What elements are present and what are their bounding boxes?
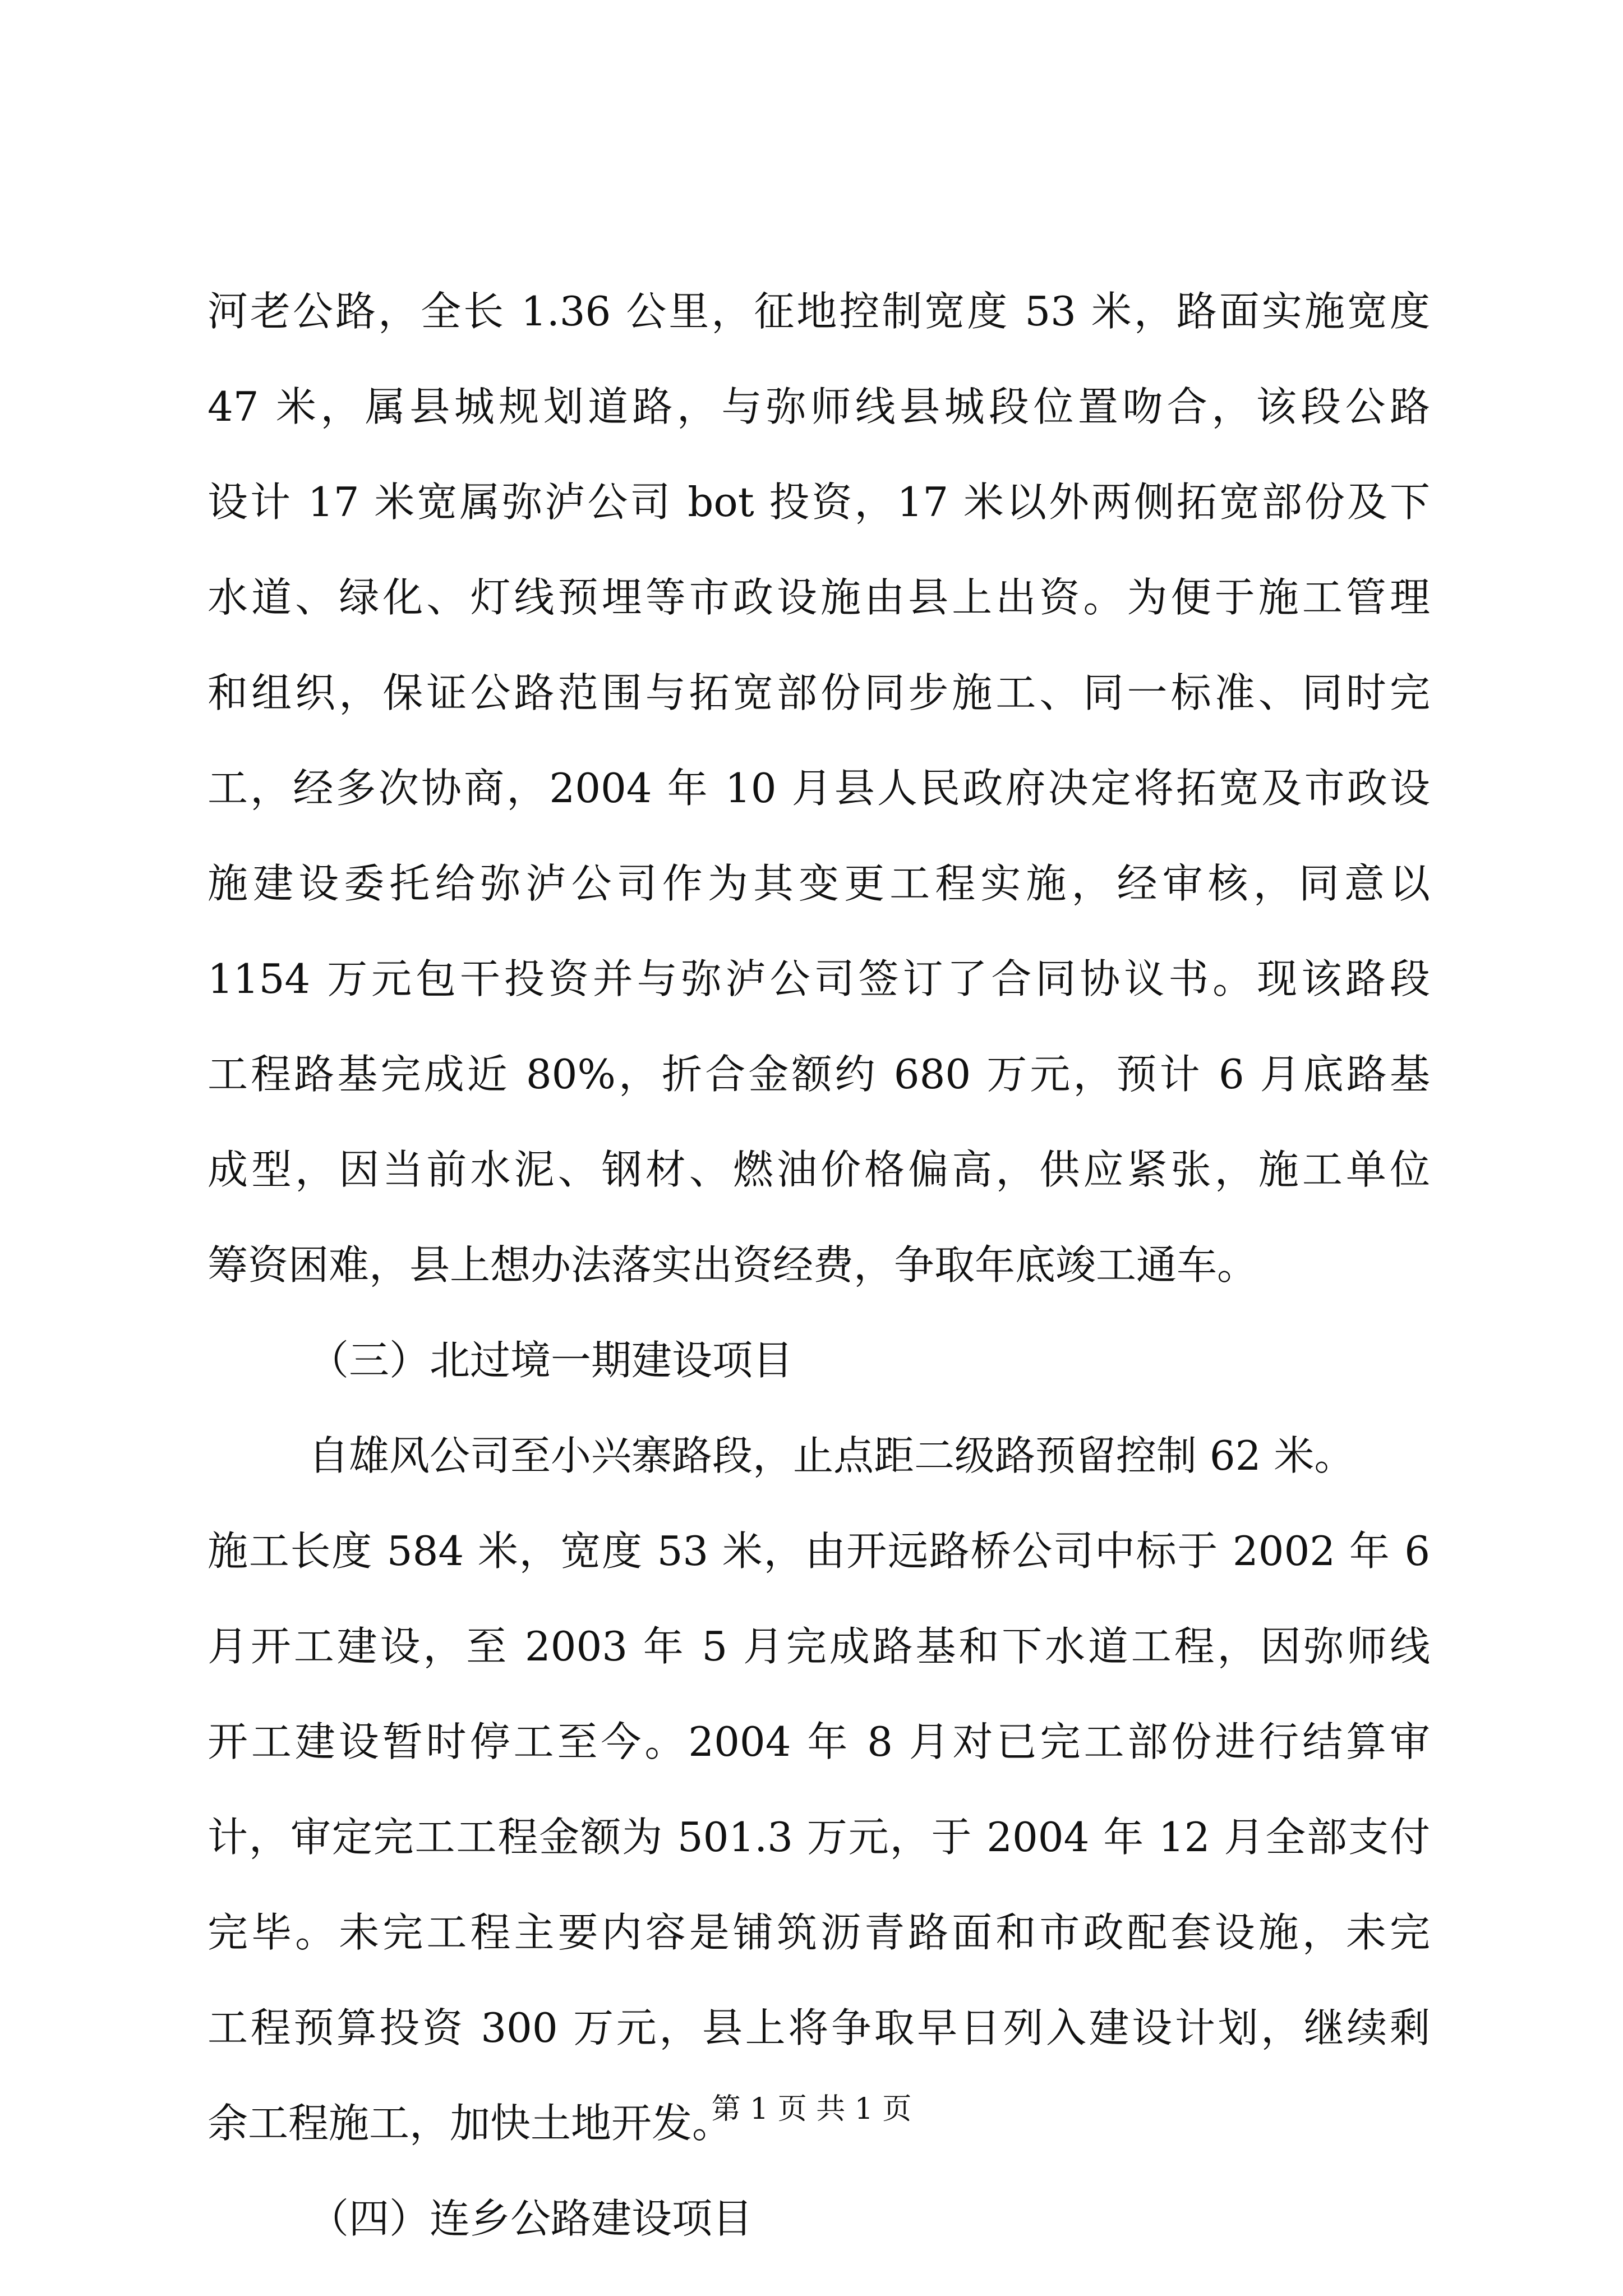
text-line: 47 米，属县城规划道路，与弥师线县城段位置吻合，该段公路 xyxy=(208,383,1430,430)
text-line: 工程路基完成近 80%，折合金额约 680 万元，预计 6 月底路基 xyxy=(208,1051,1430,1098)
text-line: 1154 万元包干投资并与弥泸公司签订了合同协议书。现该路段 xyxy=(208,955,1430,1002)
text-line: 筹资困难，县上想办法落实出资经费，争取年底竣工通车。 xyxy=(208,1241,1258,1289)
text-line: 水道、绿化、灯线预埋等市政设施由县上出资。为便于施工管理 xyxy=(208,574,1430,621)
text-line: 计，审定完工工程金额为 501.3 万元，于 2004 年 12 月全部支付 xyxy=(208,1814,1430,1861)
text-line: 河老公路，全长 1.36 公里，征地控制宽度 53 米，路面实施宽度 xyxy=(208,288,1430,335)
text-line: 开工建设暂时停工至今。2004 年 8 月对已完工部份进行结算审 xyxy=(208,1718,1430,1765)
section-heading: （三）北过境一期建设项目 xyxy=(308,1337,794,1384)
text-line: 和组织，保证公路范围与拓宽部份同步施工、同一标准、同时完 xyxy=(208,669,1430,716)
page-footer: 第 1 页 共 1 页 xyxy=(711,2092,912,2126)
text-line: 施工长度 584 米，宽度 53 米，由开远路桥公司中标于 2002 年 6 xyxy=(208,1527,1430,1575)
text-line: 工程预算投资 300 万元，县上将争取早日列入建设计划，继续剩 xyxy=(208,2004,1430,2051)
text-line: 施建设委托给弥泸公司作为其变更工程实施，经审核，同意以 xyxy=(208,860,1430,907)
text-line: 工，经多次协商，2004 年 10 月县人民政府决定将拓宽及市政设 xyxy=(208,765,1430,812)
text-line: 余工程施工，加快土地开发。 xyxy=(208,2100,733,2147)
section-heading: （四）连乡公路建设项目 xyxy=(308,2195,753,2242)
text-line: 设计 17 米宽属弥泸公司 bot 投资，17 米以外两侧拓宽部份及下 xyxy=(208,478,1430,526)
text-line: 自雄风公司至小兴寨路段，止点距二级路预留控制 62 米。 xyxy=(308,1432,1355,1479)
text-line: 成型，因当前水泥、钢材、燃油价格偏高，供应紧张，施工单位 xyxy=(208,1146,1430,1193)
text-line: 完毕。未完工程主要内容是铺筑沥青路面和市政配套设施，未完 xyxy=(208,1909,1430,1956)
text-line: 月开工建设，至 2003 年 5 月完成路基和下水道工程，因弥师线 xyxy=(208,1623,1430,1670)
